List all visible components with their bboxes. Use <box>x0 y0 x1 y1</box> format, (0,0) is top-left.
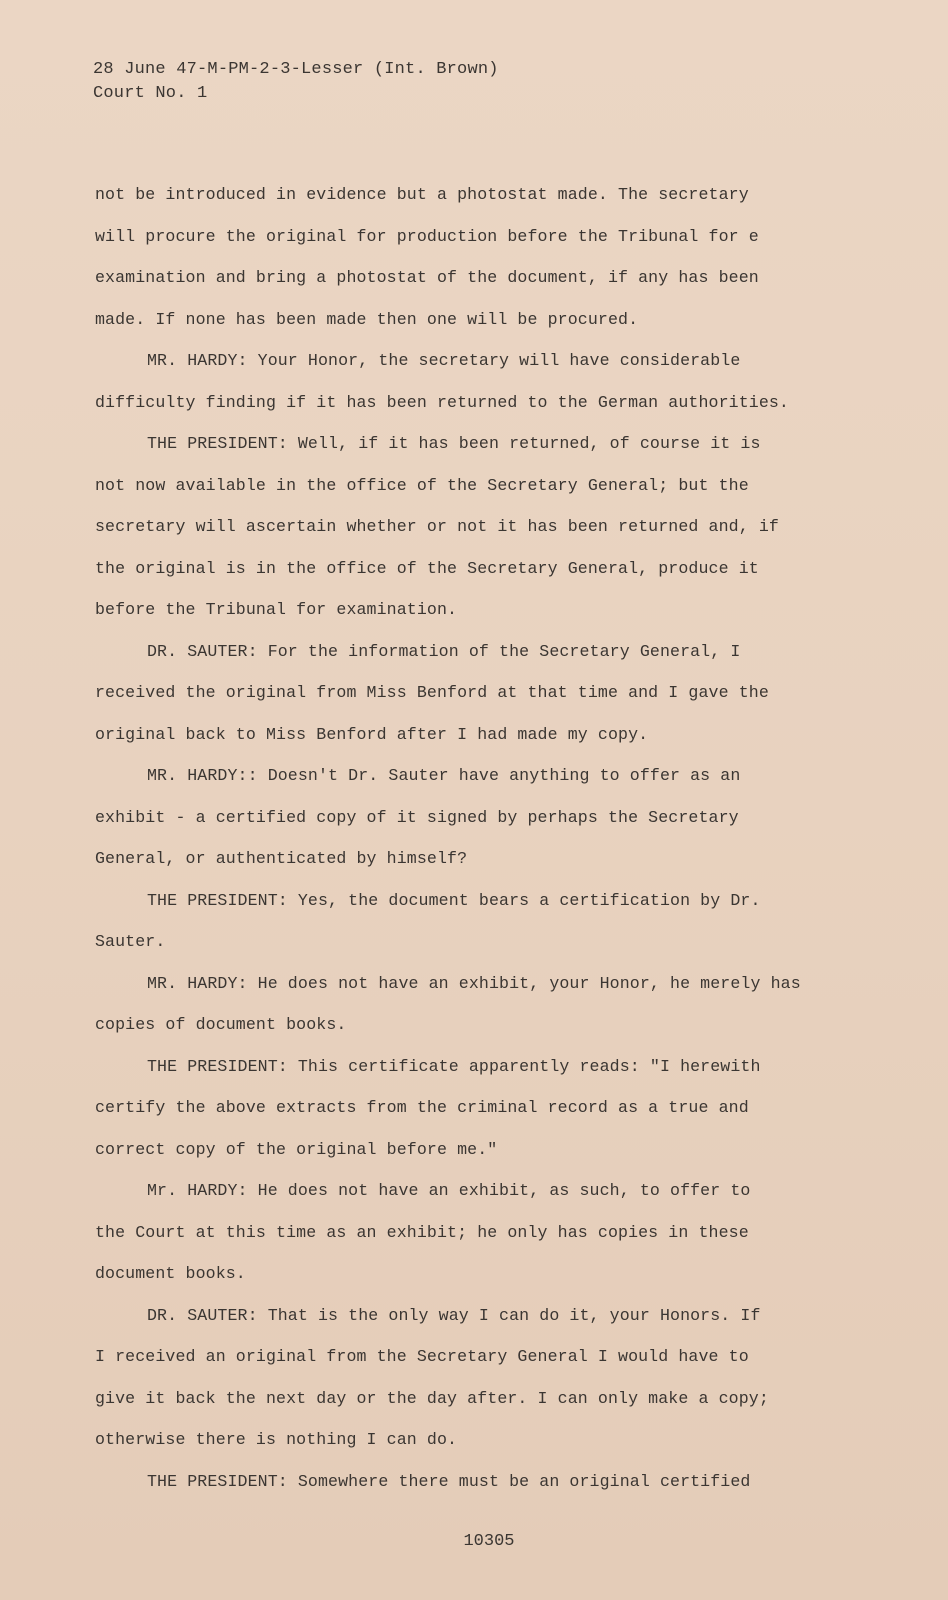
header-court-line: Court No. 1 <box>93 84 208 103</box>
header-session-line: 28 June 47-M-PM-2-3-Lesser (Int. Brown) <box>93 60 499 79</box>
transcript-line: the Court at this time as an exhibit; he only has copies in these <box>95 1222 749 1242</box>
transcript-line: DR. SAUTER: That is the only way I can do it, your Honors. If <box>147 1305 761 1325</box>
transcript-line: document books. <box>95 1264 246 1283</box>
transcript-line: the original is in the office of the Secretary General, produce it <box>95 558 759 578</box>
transcript-line: THE PRESIDENT: Somewhere there must be an original certified <box>147 1471 751 1491</box>
transcript-line: made. If none has been made then one will be procured. <box>95 309 639 329</box>
transcript-line: MR. HARDY: He does not have an exhibit, your Honor, he merely has <box>147 973 801 993</box>
document-header <box>93 58 499 106</box>
transcript-line: original back to Miss Benford after I had made my copy. <box>95 724 649 744</box>
transcript-line: THE PRESIDENT: This certificate apparently reads: "I herewith <box>147 1056 761 1076</box>
transcript-line: MR. HARDY: Your Honor, the secretary will have considerable <box>147 351 741 370</box>
transcript-line: correct copy of the original before me." <box>95 1139 498 1159</box>
transcript-line: THE PRESIDENT: Well, if it has been returned, of course it is <box>147 434 761 453</box>
transcript-line: received the original from Miss Benford at that time and I gave the <box>95 683 769 702</box>
transcript-line: not be introduced in evidence but a photostat made. The secretary <box>95 185 749 204</box>
transcript-line: examination and bring a photostat of the document, if any has been <box>95 268 759 287</box>
page-number: 10305 <box>463 1532 515 1551</box>
transcript-line: give it back the next day or the day after. I can only make a copy; <box>95 1388 769 1408</box>
transcript-line: certify the above extracts from the criminal record as a true and <box>95 1098 749 1117</box>
transcript-line: exhibit - a certified copy of it signed by perhaps the Secretary <box>95 807 739 827</box>
transcript-line: secretary will ascertain whether or not it has been returned and, if <box>95 517 779 536</box>
transcript-line: difficulty finding if it has been returned to the German authorities. <box>95 392 789 412</box>
transcript-line: copies of document books. <box>95 1015 347 1034</box>
transcript-line: General, or authenticated by himself? <box>95 849 468 868</box>
transcript-line: THE PRESIDENT: Yes, the document bears a certification by Dr. <box>147 890 761 910</box>
transcript-line: not now available in the office of the Secretary General; but the <box>95 475 749 495</box>
transcript-line: otherwise there is nothing I can do. <box>95 1430 458 1449</box>
transcript-line: Mr. HARDY: He does not have an exhibit, as such, to offer to <box>147 1181 751 1200</box>
transcript-line: Sauter. <box>95 932 166 951</box>
transcript-line: DR. SAUTER: For the information of the Secretary General, I <box>147 641 741 661</box>
transcript-body <box>95 174 835 1502</box>
transcript-line: MR. HARDY:: Doesn't Dr. Sauter have anything to offer as an <box>147 766 741 785</box>
transcript-line: will procure the original for production before the Tribunal for e <box>95 226 759 246</box>
transcript-line: I received an original from the Secretary General I would have to <box>95 1347 749 1366</box>
transcript-line: before the Tribunal for examination. <box>95 600 458 619</box>
